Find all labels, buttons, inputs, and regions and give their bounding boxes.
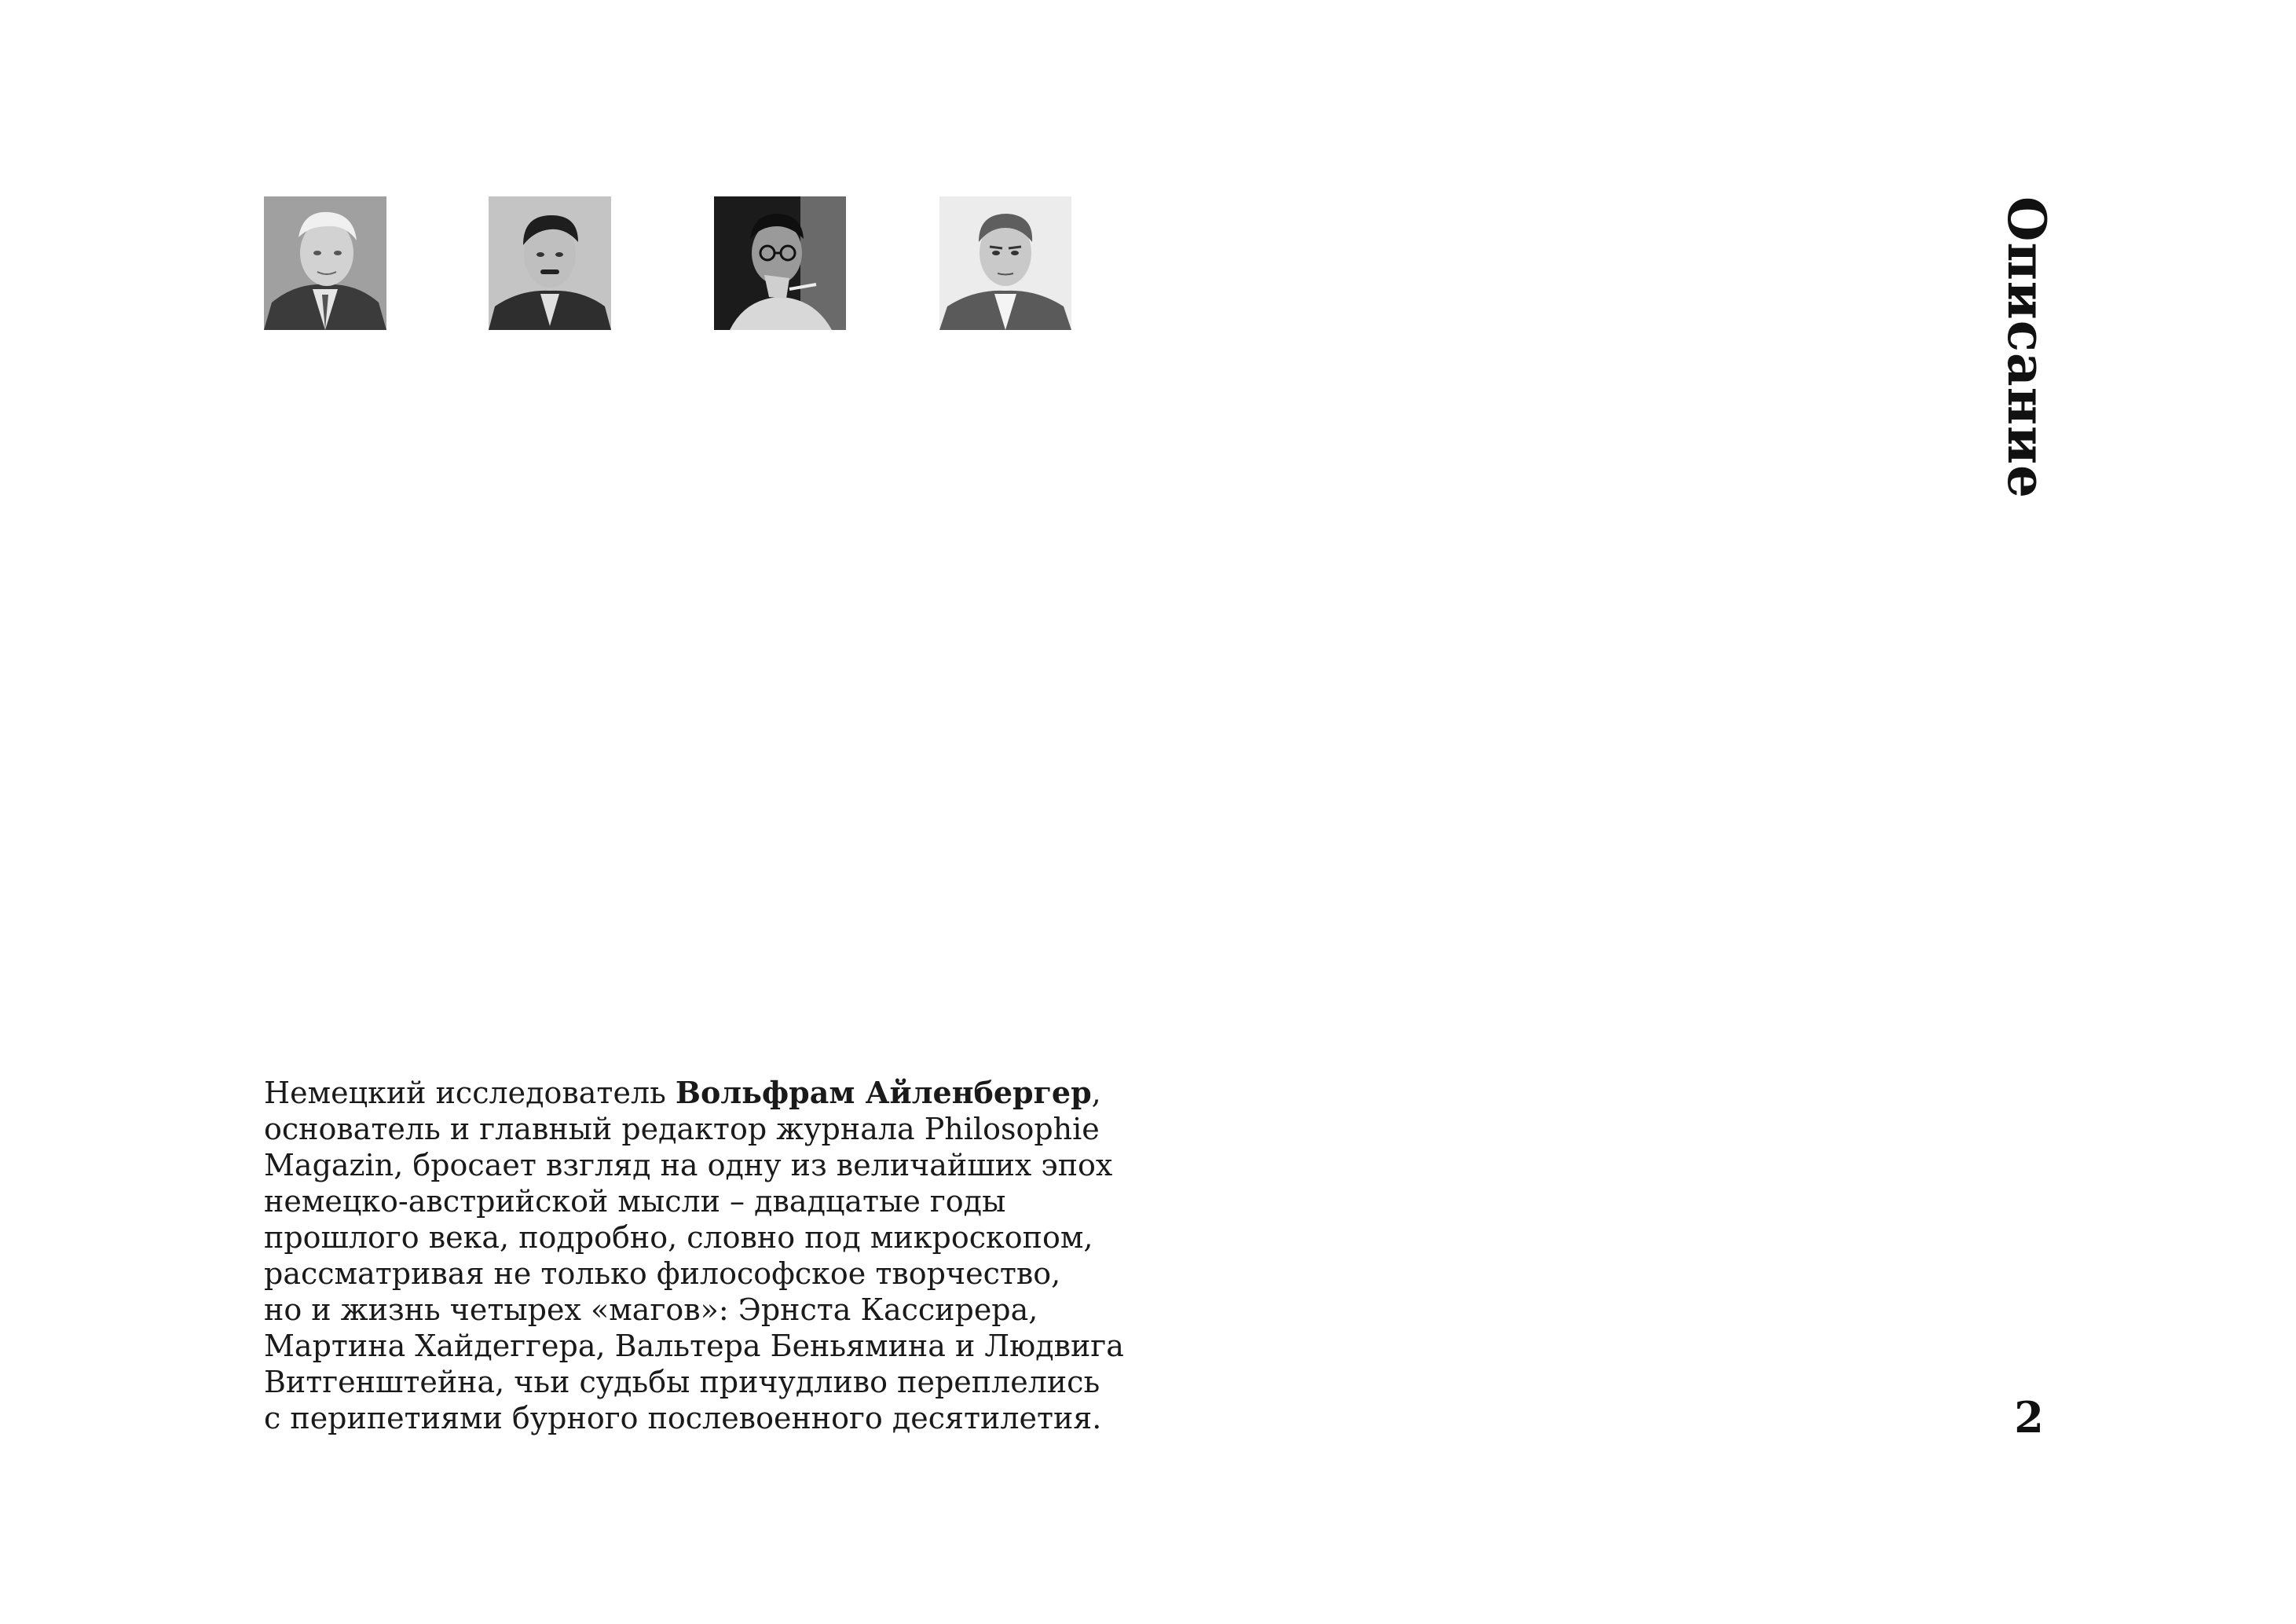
description-text	[264, 1075, 1128, 1436]
description-line: Витгенштейна, чьи судьбы причудливо переплелись	[264, 1365, 1100, 1399]
description-line: немецко-австрийской мысли – двадцатые годы	[264, 1184, 1006, 1219]
description-line: рассматривая не только философское творчество,	[264, 1256, 1061, 1291]
description-line	[264, 1075, 1128, 1111]
description-line: но и жизнь четырех «магов»: Эрнста Кассирера,	[264, 1292, 1038, 1327]
description-line: с перипетиями бурного послевоенного десятилетия.	[264, 1401, 1102, 1435]
description-line: Magazin, бросает взгляд на одну из величайших эпох	[264, 1148, 1113, 1182]
section-title: Описание	[1996, 196, 2057, 499]
description-intro: Немецкий исследователь	[264, 1076, 676, 1110]
description-after-author: ,	[1091, 1076, 1101, 1110]
page-number: 2	[2014, 1392, 2044, 1443]
author-name: Вольфрам Айленбергер	[675, 1075, 1092, 1110]
portrait-wittgenstein-icon	[939, 196, 1071, 330]
description-line: основатель и главный редактор журнала Philosophie	[264, 1112, 1100, 1146]
description-line: прошлого века, подробно, словно под микроскопом,	[264, 1220, 1093, 1255]
description-line: Мартина Хайдеггера, Вальтера Беньямина и Людвига	[264, 1329, 1124, 1363]
portrait-cassirer-icon	[264, 196, 386, 330]
portrait-heidegger-icon	[489, 196, 611, 330]
portrait-benjamin-icon	[714, 196, 846, 330]
